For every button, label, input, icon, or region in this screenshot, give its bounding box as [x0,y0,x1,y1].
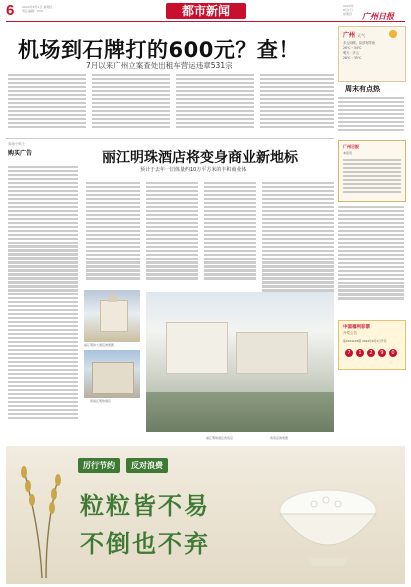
photo-caption-left-top: 丽江明珠大酒店效果图 [84,343,115,347]
dome-shape [108,294,118,302]
section-title: 都市新闻 [181,4,230,18]
masthead [0,0,411,22]
second-body-col-3 [204,180,256,290]
aerial-building-1 [166,322,228,374]
headline-body-col-1 [8,72,86,134]
side-column-body [338,95,404,137]
lottery-issue: 第2024203期 2024年8月1日开奖 [343,339,387,343]
lottery-ball: 7 [345,349,353,357]
lottery-ball: 2 [367,349,375,357]
lottery-title: 中国福利彩票 [343,325,370,330]
masthead-info-left: 2024年8月1日 星期四 责任编辑：XXX [22,5,53,13]
second-body-col-4 [262,180,334,310]
slogan-line-2: 不倒也不弃 [80,529,210,558]
bottom-banner [6,446,405,584]
photo-old-hotel [84,350,140,398]
page-number: 6 [6,2,15,19]
sun-icon [389,30,397,38]
slogan-tag-1: 厉行节约 [78,458,120,473]
left-brief-title: 购买广告 [8,150,33,157]
second-headline: 丽江明珠酒店将变身商业新地标 [102,150,298,166]
photo-caption-right: 改造后效果图 [270,436,289,440]
right-box-text: 本报讯 [343,151,353,155]
aerial-building-2 [236,332,308,374]
headline-body-col-4 [260,72,334,134]
photo-caption-left-bottom: 原丽江明珠酒店 [90,399,112,403]
lottery-box [338,320,406,370]
right-box-title: 广州日报 [343,144,359,149]
left-column-body [8,164,78,434]
slogan-tag-row [78,458,168,473]
right-box-body [343,157,401,195]
masthead-rule [6,21,405,22]
second-body-col-2 [146,180,198,290]
paper-logo-text: 广州日报 [362,11,394,21]
headline-subtitle: 7月以来广州立案查处出租车营运违章531宗 [86,61,233,70]
rice-stalk-icon [12,450,72,580]
left-brief [8,142,78,162]
side-column-title: 周末有点热 [345,85,380,93]
lottery-ball: 0 [389,349,397,357]
second-body-col-1 [86,180,140,290]
weather-city: 广州 天气 [343,32,366,39]
weather-forecast: 多云间晴，局部有阵雨 26℃～34℃ 明天：多云 26℃～35℃ [343,41,375,60]
rice-bowl-icon [268,466,388,576]
headline-body-col-2 [92,72,170,134]
photo-aerial-main [146,292,334,432]
headline: 机场到石牌打的600元？查！ [18,38,300,62]
lottery-ball: 1 [356,349,364,357]
photo-caption-center: 丽江明珠酒店改造后 [206,436,234,440]
weather-box [338,26,406,82]
masthead-info-right: 2024年 8月1日 星期四 [343,4,354,16]
right-box [338,140,406,202]
slogan-tag-2: 反对浪费 [126,458,168,473]
lottery-ball: 9 [378,349,386,357]
left-brief-kicker: 商场小贴士 [8,142,26,146]
right-column-body [338,204,404,312]
slogan-line-1: 粒粒皆不易 [80,491,210,520]
lottery-subtitle: 开奖公告 [343,331,357,335]
second-subtitle: 预计于去年一旧体量约10万平方米的丰积商业体 [140,167,247,173]
headline-body-col-3 [176,72,254,134]
lottery-balls [345,349,397,357]
section-divider [6,138,334,139]
photo-hotel-render [84,290,140,342]
aerial-greenery [146,392,334,432]
old-building-shape [92,362,134,394]
building-shape [100,300,128,332]
